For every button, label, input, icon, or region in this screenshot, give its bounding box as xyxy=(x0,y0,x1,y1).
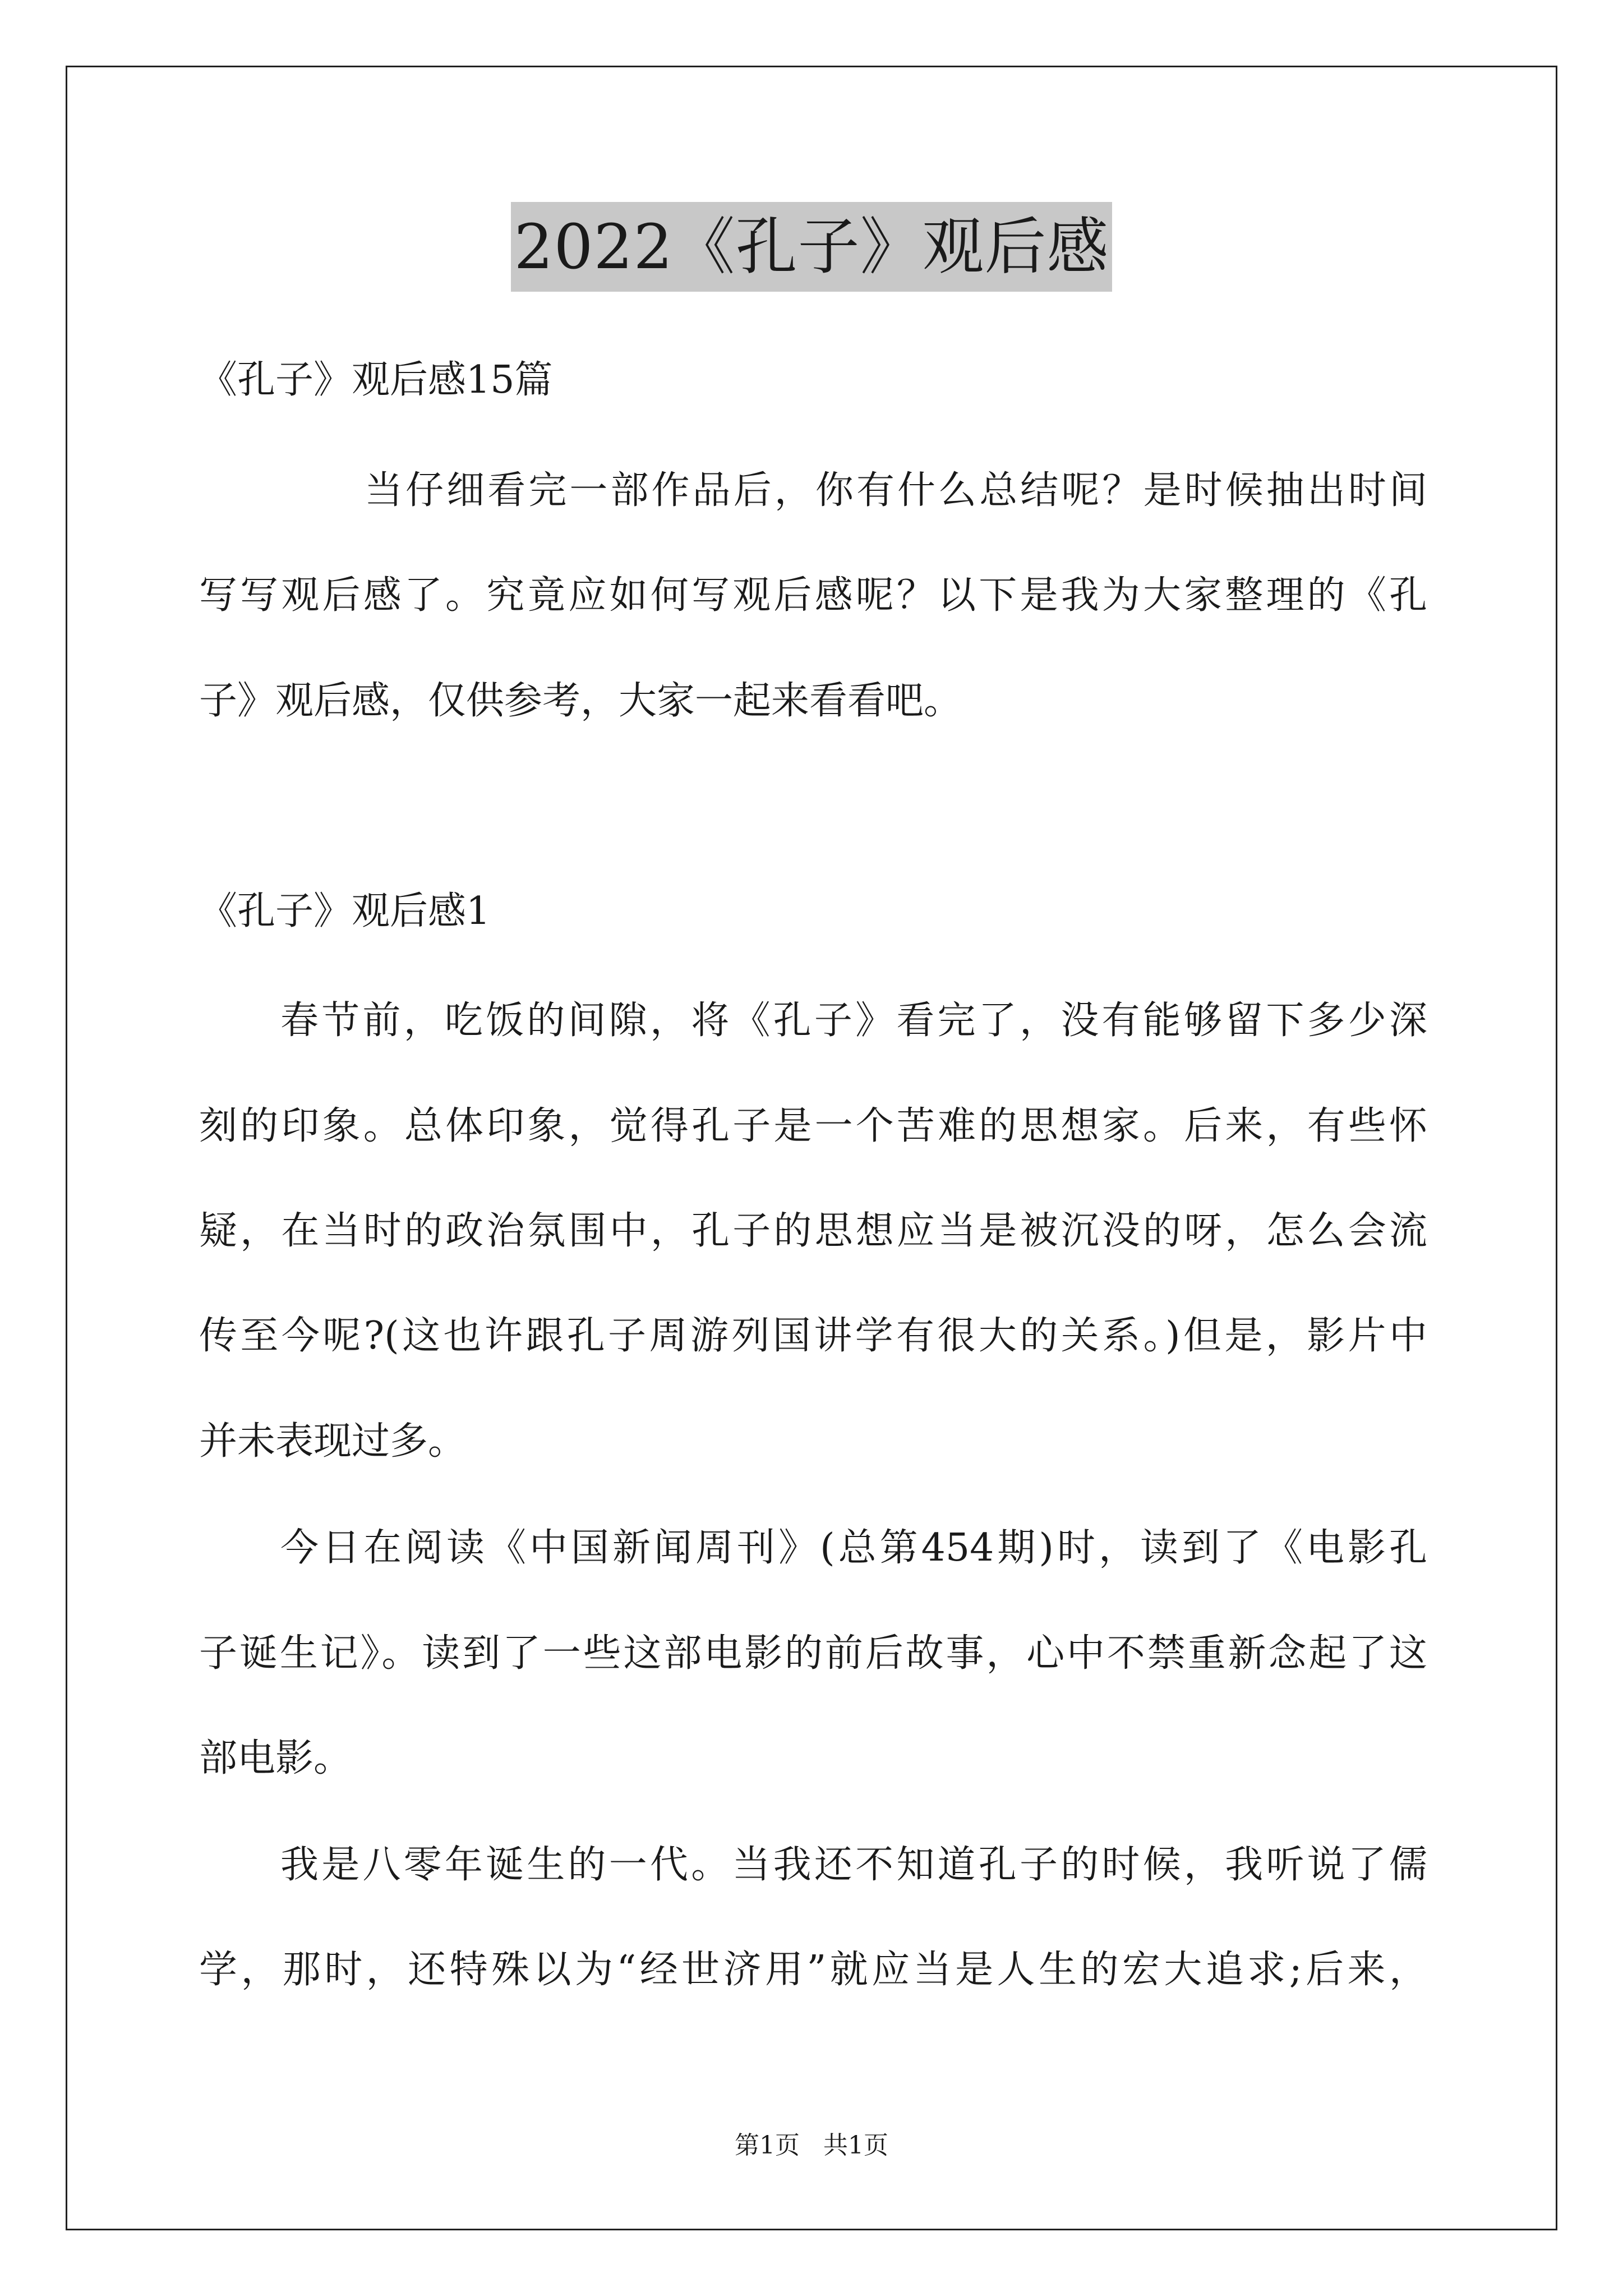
paragraph1-line-2: 刻的印象。总体印象，觉得孔子是一个苦难的思想家。后来，有些怀 xyxy=(199,1104,1427,1148)
title-container xyxy=(0,202,1623,292)
section-heading: 《孔子》观后感1 xyxy=(199,889,491,933)
intro-line-2: 写写观后感了。究竟应如何写观后感呢？以下是我为大家整理的《孔 xyxy=(199,573,1427,618)
paragraph1-line-4: 传至今呢?(这也许跟孔子周游列国讲学有很大的关系。)但是，影片中 xyxy=(199,1314,1427,1358)
paragraph3-line-2: 学，那时，还特殊以为“经世济用”就应当是人生的宏大追求;后来， xyxy=(199,1948,1427,1992)
paragraph2-line-3: 部电影。 xyxy=(199,1736,352,1780)
paragraph1-line-3: 疑，在当时的政治氛围中，孔子的思想应当是被沉没的呀，怎么会流 xyxy=(199,1209,1427,1253)
document-title: 2022《孔子》观后感 xyxy=(511,202,1113,292)
page-footer xyxy=(0,2126,1623,2165)
page-number-current: 第1页 xyxy=(735,2131,800,2160)
intro-line-3: 子》观后感，仅供参考，大家一起来看看吧。 xyxy=(199,679,962,723)
paragraph2-line-2: 子诞生记》。读到了一些这部电影的前后故事，心中不禁重新念起了这 xyxy=(199,1631,1427,1676)
subtitle: 《孔子》观后感15篇 xyxy=(199,358,553,402)
paragraph3-line-1: 我是八零年诞生的一代。当我还不知道孔子的时候，我听说了儒 xyxy=(280,1843,1427,1887)
paragraph1-line-5: 并未表现过多。 xyxy=(199,1419,467,1464)
page-number-total: 共1页 xyxy=(823,2131,888,2160)
intro-line-1: 当仔细看完一部作品后，你有什么总结呢？是时候抽出时间 xyxy=(365,468,1427,513)
paragraph2-line-1: 今日在阅读《中国新闻周刊》(总第454期)时，读到了《电影孔 xyxy=(280,1526,1427,1570)
paragraph1-line-1: 春节前，吃饭的间隙，将《孔子》看完了，没有能够留下多少深 xyxy=(280,999,1427,1043)
